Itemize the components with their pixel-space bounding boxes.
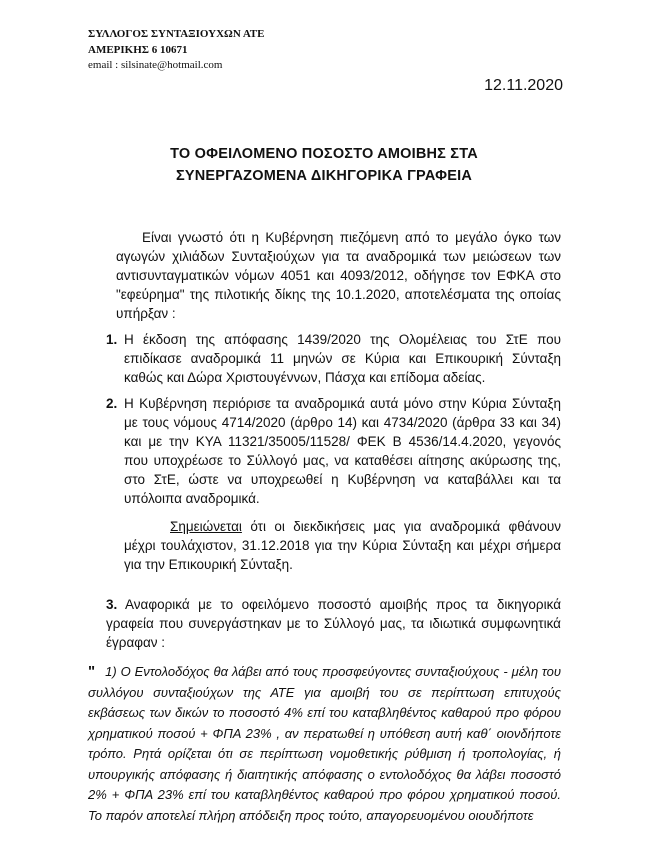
- item-3-paragraph: [106, 595, 561, 652]
- letterhead-email: email : silsinate@hotmail.com: [88, 59, 223, 71]
- document-title: [88, 143, 560, 187]
- item-3-text: Αναφορικά με το οφειλόμενο ποσοστό αμοιβής προς τα δικηγορικά γραφεία που συνεργάστηκαν με το Σύλλογό μας, τα ιδιωτικά συμφωνητικά έγραφαν :: [106, 597, 561, 650]
- list-item: [106, 330, 561, 387]
- title-line-1: ΤΟ ΟΦΕΙΛΟΜΕΝΟ ΠΟΣΟΣΤΟ ΑΜΟΙΒΗΣ ΣΤΑ: [170, 146, 478, 162]
- quote-mark: ": [88, 663, 96, 680]
- list-item-number: 2.: [106, 396, 118, 411]
- letterhead-address: ΑΜΕΡΙΚΗΣ 6 10671: [88, 43, 188, 56]
- letterhead: [88, 27, 264, 74]
- contract-quote: [88, 662, 561, 826]
- note-label: Σημειώνεται: [170, 519, 242, 534]
- intro-paragraph: Είναι γνωστό ότι η Κυβέρνηση πιεζόμενη από το μεγάλο όγκο των αγωγών χιλιάδων Συνταξιούχων για τα αναδρομικά των μειώσεων των αντισυνταγματικών νόμων 4051 και 4093/2012, οδήγησε τον ΕΦΚΑ στο "εφεύρημα" της πιλοτικής δίκης της 10.1.2020, αποτελέσματα της οποίας υπήρξαν :: [116, 230, 561, 321]
- numbered-list: [106, 330, 561, 515]
- quote-text: 1) Ο Εντολοδόχος θα λάβει από τους προσφεύγοντες συνταξιούχους - μέλη του συλλόγου συνταξιούχων της ΑΤΕ για αμοιβή του σε περίπτωση επιτυχούς εκβάσεως των δικών το ποσοστό 4% επί του καταβληθέντος καθαρού προ φόρου χρηματικού ποσού + ΦΠΑ 23% , αν περατωθεί η υπόθεση αυτή καθ΄ οιονδήποτε τρόπο. Ρητά ορίζεται ότι σε περίπτωση νομοθετικής ρύθμιση ή τροπολογίας, ή υπουργικής απόφασης ή διαιτητικής απόφασης ο εντολοδόχος θα λάβει ποσοστό 2% + ΦΠΑ 23% επί του καταβληθέντος καθαρού προ φόρου χρηματικού ποσού. Το παρόν αποτελεί πλήρη απόδειξη προς τούτο, απαγορευομένου οιουδήποτε: [88, 664, 561, 823]
- title-line-2: ΣΥΝΕΡΓΑΖΟΜΕΝΑ ΔΙΚΗΓΟΡΙΚΑ ΓΡΑΦΕΙΑ: [175, 168, 473, 184]
- item-3-number: 3.: [106, 597, 118, 612]
- note-paragraph: [124, 517, 561, 574]
- list-item: [106, 394, 561, 508]
- letterhead-org: ΣΥΛΛΟΓΟΣ ΣΥΝΤΑΞΙΟΥΧΩΝ ΑΤΕ: [88, 28, 265, 40]
- note-text: ότι οι διεκδικήσεις μας για αναδρομικά φθάνουν μέχρι τουλάχιστον, 31.12.2018 για την Κύρια Σύνταξη και μέχρι σήμερα για την Επικουρική Σύνταξη.: [124, 519, 561, 572]
- list-item-text: Η Κυβέρνηση περιόρισε τα αναδρομικά αυτά μόνο στην Κύρια Σύνταξη με τους νόμους 4714/2020 (άρθρο 14) και 4734/2020 (άρθρα 33 και 34) και με την ΚΥΑ 11321/35005/11528/ ΦΕΚ Β 4536/14.4.2020, γεγονός που υποχρέωσε το Σύλλογό μας, να καταθέσει αίτησης ακύρωσης της, στο ΣτΕ, ώστε να υποχρεωθεί η Κυβέρνηση να καταβάλλει και τα υπόλοιπα αναδρομικά.: [124, 396, 561, 506]
- list-item-text: Η έκδοση της απόφασης 1439/2020 της Ολομέλειας του ΣτΕ που επιδίκασε αναδρομικά 11 μηνών σε Κύρια και Επικουρική Σύνταξη καθώς και Δώρα Χριστουγέννων, Πάσχα και επίδομα αδείας.: [124, 332, 561, 385]
- list-item-number: 1.: [106, 332, 118, 347]
- document-date: 12.11.2020: [484, 77, 563, 94]
